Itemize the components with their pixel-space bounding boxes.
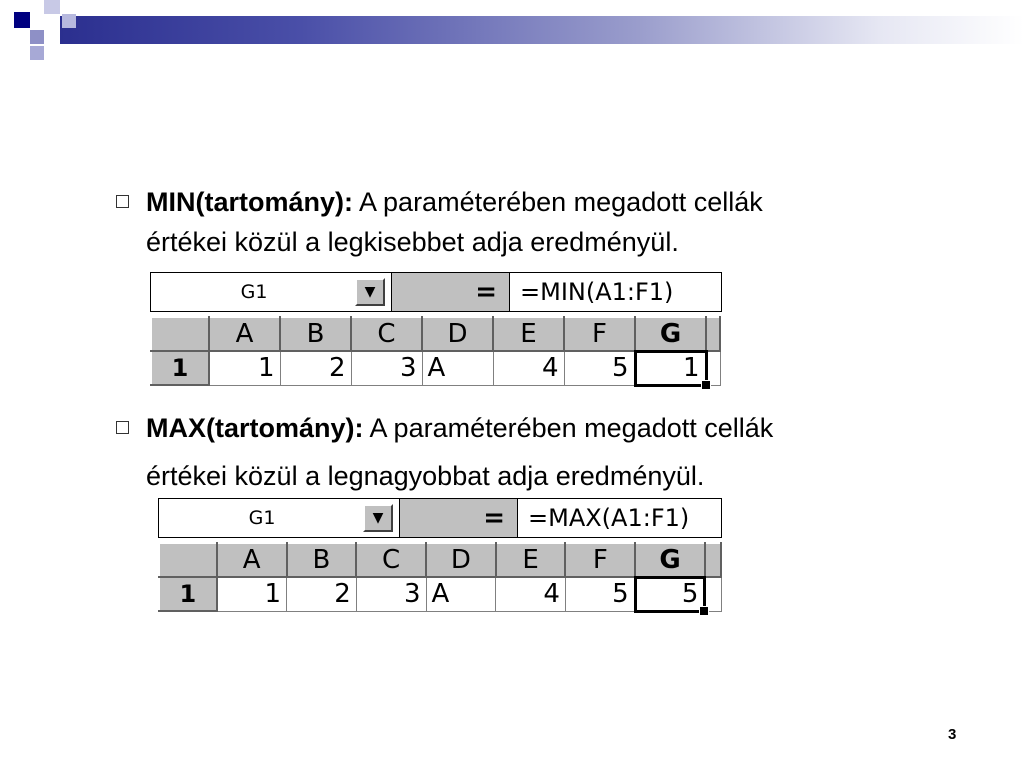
formula-bar [150,272,722,312]
header-gradient-band [60,16,1024,44]
column-header-f[interactable]: F [565,543,635,577]
bullet-title: MAX(tartomány): [146,413,364,443]
column-header-a[interactable]: A [209,317,280,351]
sheet-grid [158,542,722,613]
excel-snippet-max [158,498,722,622]
equals-button[interactable]: = [392,273,510,311]
column-header-d[interactable]: D [422,317,493,351]
bullet-text-line2: értékei közül a legkisebbet adja eredményül. [146,227,679,257]
column-header-e[interactable]: E [493,317,564,351]
chevron-down-icon[interactable]: ▼ [355,278,385,306]
excel-snippet-min [150,272,722,398]
row-header-1[interactable]: 1 [159,577,217,611]
name-box[interactable]: G1 ▼ [159,499,400,537]
bullet-min [116,182,956,262]
formula-bar [158,498,722,538]
cell-e1[interactable]: 4 [496,577,566,611]
header-square-mid [30,30,44,44]
column-header-c[interactable]: C [351,317,422,351]
corner-cell[interactable] [151,317,209,351]
bullet-box-icon [116,195,129,208]
sheet-grid [150,316,721,387]
header-square-light-2 [62,14,76,28]
cell-b1[interactable]: 2 [287,577,357,611]
column-header-b[interactable]: B [287,543,357,577]
fill-handle[interactable] [699,606,709,616]
column-header-f[interactable]: F [564,317,635,351]
column-header-next[interactable] [706,317,720,351]
formula-input[interactable]: =MIN(A1:F1) [520,278,674,306]
cell-g1-value: 1 [682,353,700,383]
bullet-text-line2: értékei közül a legnagyobbat adja eredményül. [146,461,705,491]
bullet-title: MIN(tartomány): [146,187,353,217]
column-header-a[interactable]: A [217,543,287,577]
page-number: 3 [948,726,957,743]
cell-g1-selected[interactable] [635,351,706,385]
cell-d1[interactable]: A [422,351,493,385]
header-square-light [44,0,60,14]
formula-input[interactable]: =MAX(A1:F1) [528,504,690,532]
column-header-b[interactable]: B [280,317,351,351]
cell-f1[interactable]: 5 [565,577,635,611]
chevron-down-icon[interactable]: ▼ [363,504,393,532]
cell-g1-value: 5 [681,579,699,609]
cell-g1-selected[interactable] [635,577,705,611]
bullet-text-line1: A paraméterében megadott cellák [353,187,763,217]
cell-d1[interactable]: A [426,577,496,611]
bullet-max [116,408,956,504]
column-header-d[interactable]: D [426,543,496,577]
bullet-text-line1: A paraméterében megadott cellák [363,413,774,443]
cell-f1[interactable]: 5 [564,351,635,385]
fill-handle[interactable] [701,380,711,390]
corner-cell[interactable] [159,543,217,577]
cell-c1[interactable]: 3 [356,577,426,611]
cell-a1[interactable]: 1 [217,577,287,611]
equals-button[interactable]: = [400,499,518,537]
column-header-g[interactable]: G [635,317,706,351]
name-box[interactable]: G1 ▼ [151,273,392,311]
cell-e1[interactable]: 4 [493,351,564,385]
column-header-next[interactable] [705,543,721,577]
row-header-1[interactable]: 1 [151,351,209,385]
column-header-e[interactable]: E [496,543,566,577]
cell-b1[interactable]: 2 [280,351,351,385]
cell-c1[interactable]: 3 [351,351,422,385]
bullet-box-icon [116,421,129,434]
header-square-dark [14,12,30,28]
column-header-c[interactable]: C [356,543,426,577]
column-header-g[interactable]: G [635,543,705,577]
header-square-low [30,46,44,60]
cell-a1[interactable]: 1 [209,351,280,385]
